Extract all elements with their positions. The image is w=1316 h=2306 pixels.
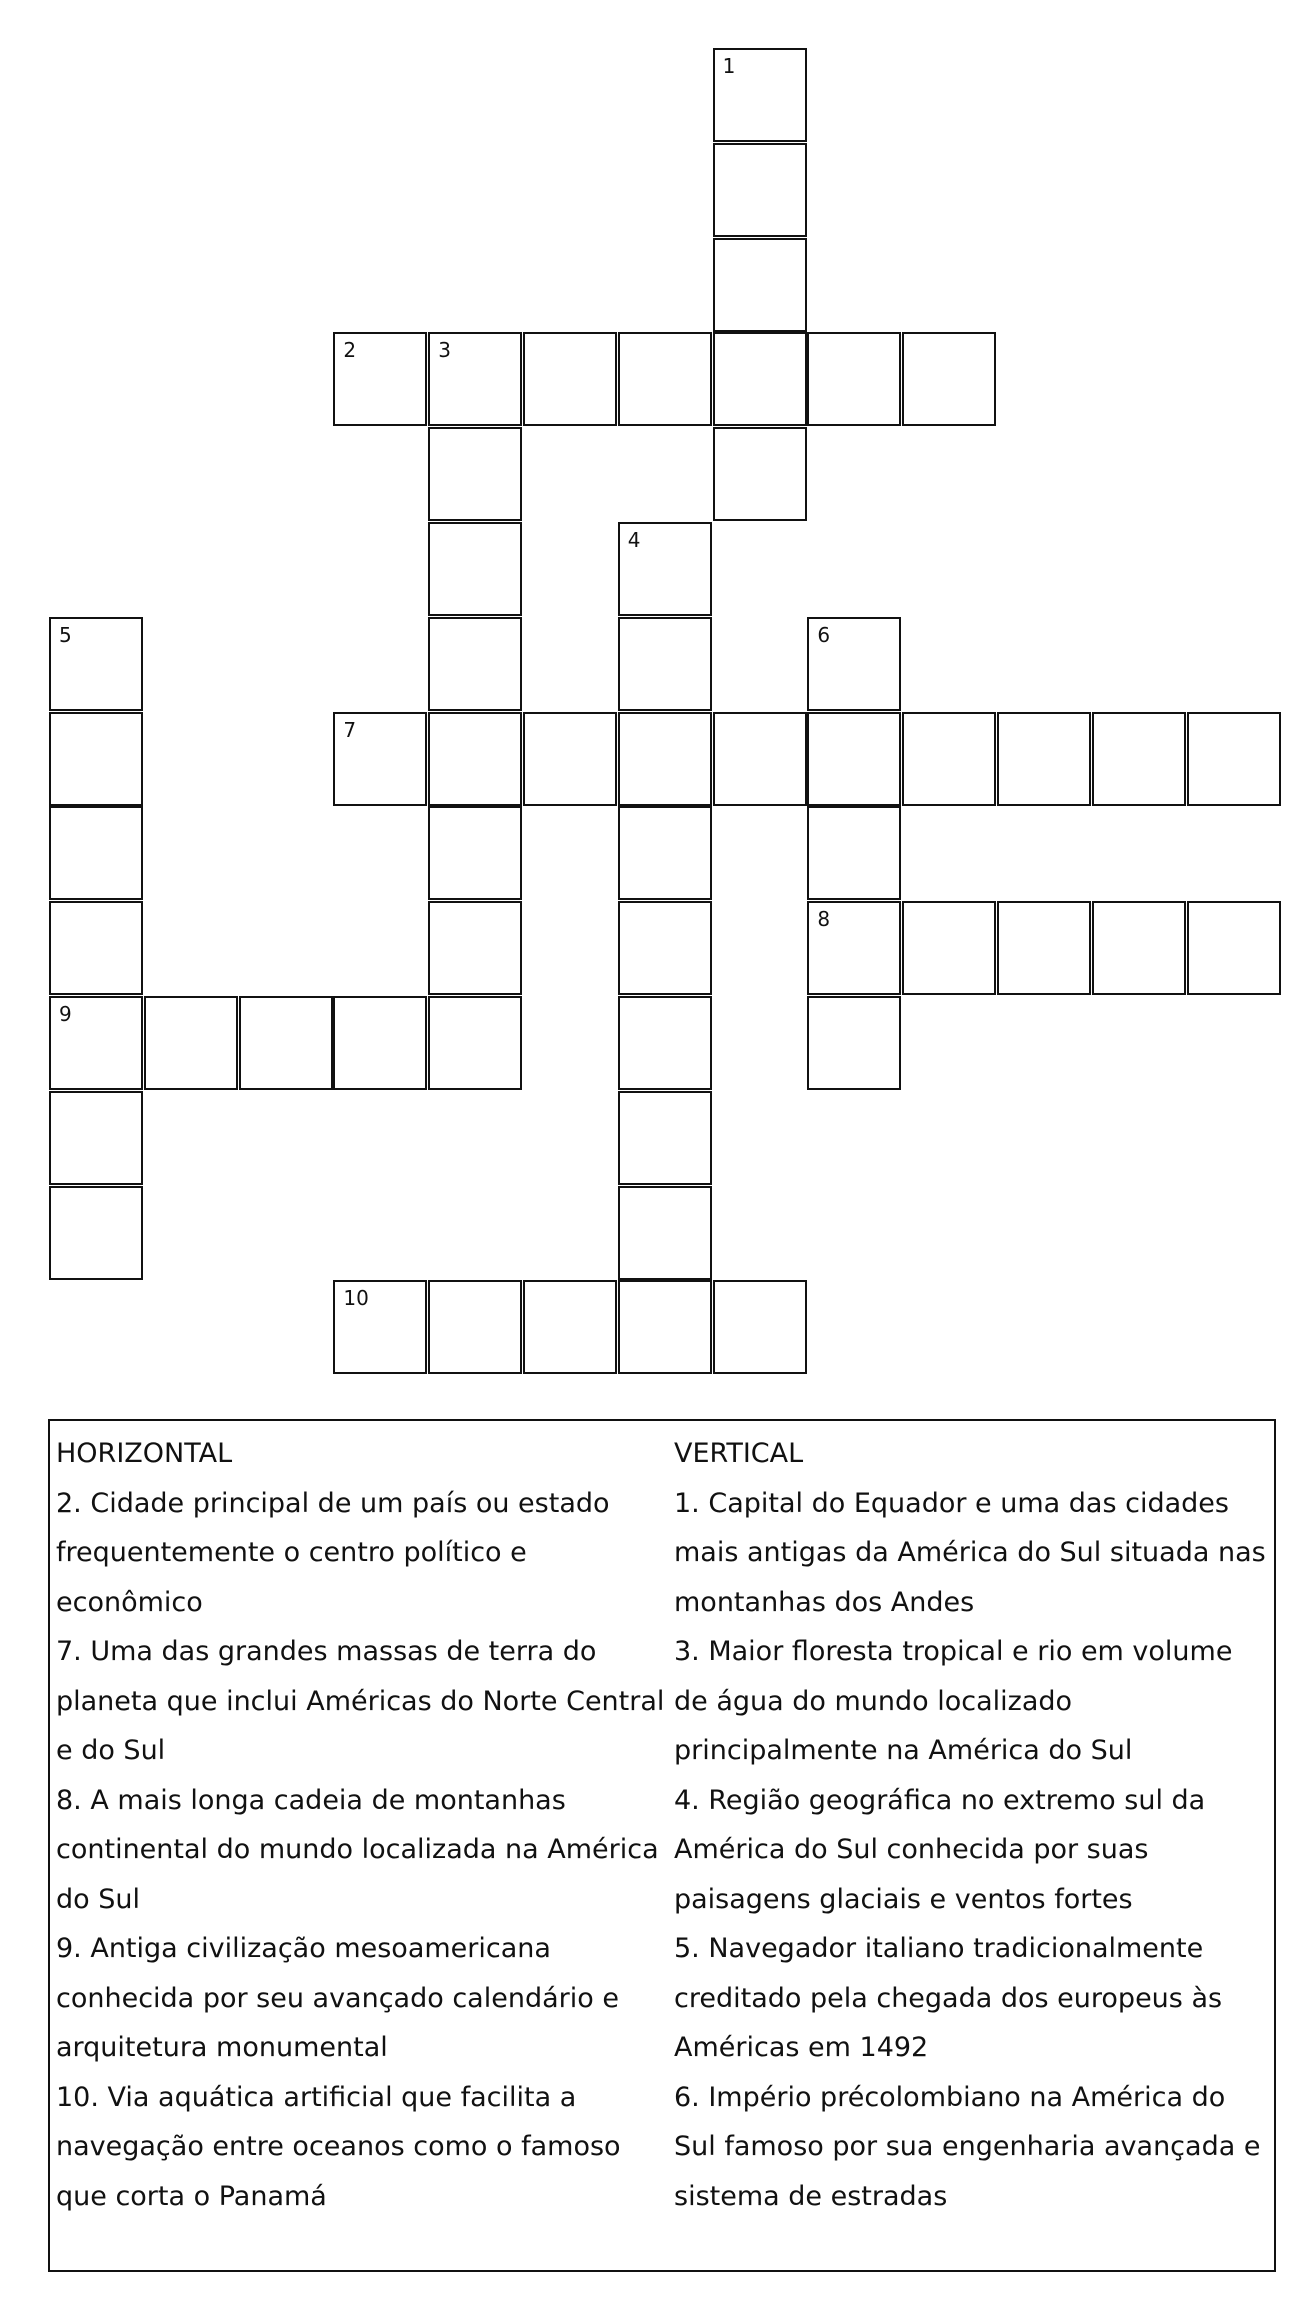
grid-cell[interactable] <box>333 712 427 806</box>
clue-horizontal-9: 9. Antiga civilização mesoamericana conhecida por seu avançado calendário e arquitetura monumental <box>56 1933 619 2063</box>
grid-cell[interactable] <box>618 712 712 806</box>
horizontal-clues <box>56 1429 668 2221</box>
clue-vertical-4: 4. Região geográfica no extremo sul da América do Sul conhecida por suas paisagens glaciais e ventos fortes <box>674 1784 1206 1915</box>
grid-cell[interactable] <box>713 143 807 237</box>
grid-cell[interactable] <box>1092 712 1186 806</box>
vertical-clues <box>674 1429 1274 2221</box>
clue-vertical-6: 6. Império précolombiano na América do Sul famoso por sua engenharia avançada e sistema de estradas <box>674 2081 1261 2212</box>
grid-cell[interactable] <box>239 996 333 1090</box>
grid-cell[interactable] <box>428 806 522 900</box>
grid-cell[interactable] <box>49 712 143 806</box>
grid-cell[interactable] <box>1187 712 1281 806</box>
clue-number: 5 <box>59 622 72 647</box>
grid-cell[interactable] <box>618 617 712 711</box>
grid-cell[interactable] <box>49 806 143 900</box>
grid-cell[interactable] <box>713 48 807 142</box>
clue-number: 6 <box>817 622 831 647</box>
clue-number: 3 <box>438 338 451 363</box>
grid-cell[interactable] <box>618 332 712 426</box>
clue-horizontal-7: 7. Uma das grandes massas de terra do planeta que inclui Américas do Norte Central e do Sul <box>56 1636 665 1766</box>
grid-cell[interactable] <box>807 996 901 1090</box>
grid-cell[interactable] <box>428 1280 522 1374</box>
grid-cell[interactable] <box>618 1280 712 1374</box>
clue-vertical-5: 5. Navegador italiano tradicionalmente creditado pela chegada dos europeus às Américas em 1492 <box>674 1933 1223 2063</box>
grid-cell[interactable] <box>428 522 522 616</box>
grid-cell[interactable] <box>333 332 427 426</box>
grid-cell[interactable] <box>428 332 522 426</box>
grid-cell[interactable] <box>618 1186 712 1280</box>
clue-number: 2 <box>343 338 357 363</box>
grid-cell[interactable] <box>618 806 712 900</box>
grid-cell[interactable] <box>523 332 617 426</box>
grid-cell[interactable] <box>997 901 1091 995</box>
grid-cell[interactable] <box>428 712 522 806</box>
horizontal-heading: HORIZONTAL <box>56 1438 233 1469</box>
grid-cell[interactable] <box>807 806 901 900</box>
clue-number: 10 <box>343 1286 369 1311</box>
grid-cell[interactable] <box>618 901 712 995</box>
grid-cell[interactable] <box>618 1091 712 1185</box>
grid-cell[interactable] <box>428 996 522 1090</box>
vertical-heading: VERTICAL <box>674 1438 804 1469</box>
grid-cell[interactable] <box>807 712 901 806</box>
grid-cell[interactable] <box>713 238 807 332</box>
grid-cell[interactable] <box>333 1280 427 1374</box>
grid-cell[interactable] <box>49 901 143 995</box>
grid-cell[interactable] <box>428 617 522 711</box>
grid-cell[interactable] <box>997 712 1091 806</box>
clue-horizontal-8: 8. A mais longa cadeia de montanhas continental do mundo localizada na América do Sul <box>56 1784 659 1915</box>
clue-horizontal-10: 10. Via aquática artificial que facilita a navegação entre oceanos como o famoso que corta o Panamá <box>56 2081 621 2212</box>
grid-cell[interactable] <box>523 1280 617 1374</box>
clue-number: 8 <box>817 907 831 932</box>
clue-number: 1 <box>722 54 736 78</box>
grid-cell[interactable] <box>333 996 427 1090</box>
grid-cell[interactable] <box>1092 901 1186 995</box>
clue-vertical-3: 3. Maior floresta tropical e rio em volume de água do mundo localizado principalmente na América do Sul <box>674 1636 1233 1766</box>
grid-cell[interactable] <box>902 901 996 995</box>
grid-cell[interactable] <box>523 712 617 806</box>
grid-cell[interactable] <box>428 901 522 995</box>
clue-number: 7 <box>343 717 357 742</box>
grid-cell[interactable] <box>49 996 143 1090</box>
clues-box <box>48 1419 1276 2272</box>
grid-cell[interactable] <box>902 712 996 806</box>
grid-cell[interactable] <box>618 996 712 1090</box>
grid-cell[interactable] <box>807 332 901 426</box>
grid-cell[interactable] <box>49 1091 143 1185</box>
grid-cell[interactable] <box>713 427 807 521</box>
grid-cell[interactable] <box>428 427 522 521</box>
grid-cell[interactable] <box>902 332 996 426</box>
clue-number: 9 <box>59 1002 72 1026</box>
grid-cell[interactable] <box>807 617 901 711</box>
grid-cell[interactable] <box>807 901 901 995</box>
grid-cell[interactable] <box>713 332 807 426</box>
grid-cell[interactable] <box>713 1280 807 1374</box>
clue-vertical-1: 1. Capital do Equador e uma das cidades mais antigas da América do Sul situada nas montanhas dos Andes <box>674 1487 1266 1618</box>
clue-horizontal-2: 2. Cidade principal de um país ou estado frequentemente o centro político e econômico <box>56 1487 610 1618</box>
grid-cell[interactable] <box>49 1186 143 1280</box>
grid-cell[interactable] <box>144 996 238 1090</box>
grid-cell[interactable] <box>618 522 712 616</box>
grid-cell[interactable] <box>713 712 807 806</box>
grid-cell[interactable] <box>49 617 143 711</box>
grid-cell[interactable] <box>1187 901 1281 995</box>
clue-number: 4 <box>627 528 641 552</box>
